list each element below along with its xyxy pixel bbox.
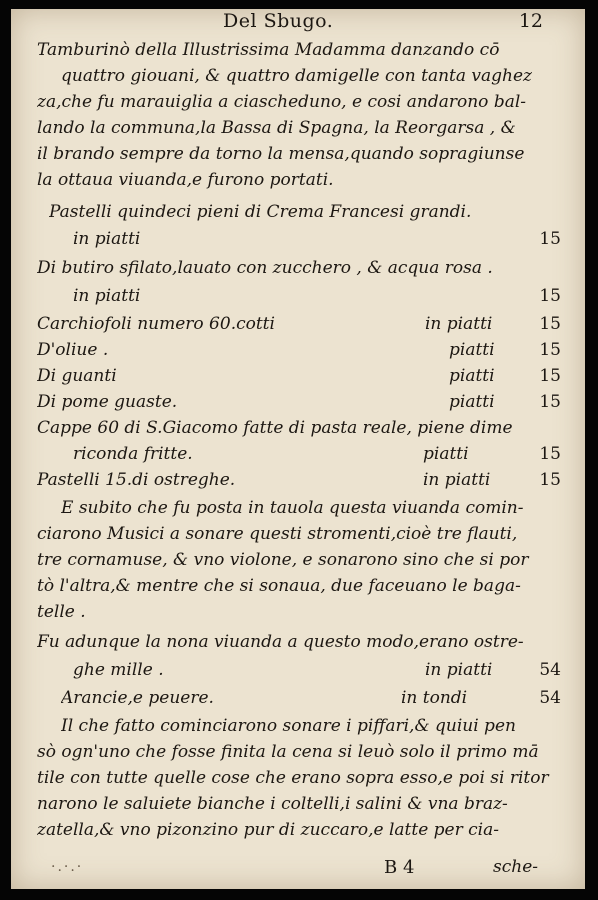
menu-item-line: Pastelli 15.di ostreghe. in piatti 15 bbox=[37, 467, 563, 493]
unit: piatti bbox=[449, 392, 495, 412]
text-line: tile con tutte quelle cose che erano sopra esso,e poi si ritor bbox=[37, 768, 549, 788]
text-line: tre cornamuse, & vno violone, e sonarono sino che si por bbox=[37, 550, 529, 570]
menu-item-line: Pastelli quindeci pieni di Crema Francesi grandi. bbox=[49, 202, 472, 222]
book-page bbox=[11, 9, 585, 889]
text-line: za,che fu marauiglia a ciascheduno, e cosi andarono bal- bbox=[37, 92, 527, 112]
menu-item-line: riconda fritte. piatti 15 bbox=[73, 441, 563, 467]
quantity: 15 bbox=[539, 314, 561, 334]
text-line: quattro giouani, & quattro damigelle con tanta vaghez bbox=[61, 66, 532, 86]
menu-item-line: Di guanti piatti 15 bbox=[37, 363, 563, 389]
text-line: E subito che fu posta in tauola questa viuanda comin- bbox=[61, 498, 524, 518]
text-line: Il che fatto cominciarono sonare i piffari,& quiui pen bbox=[61, 716, 516, 736]
text-line: tò l'altra,& mentre che si sonaua, due faceuano le baga- bbox=[37, 576, 521, 596]
running-title: Del Sbugo. bbox=[223, 10, 334, 32]
menu-item-line: Arancie,e peuere. in tondi 54 bbox=[61, 685, 563, 711]
text-line: telle . bbox=[37, 602, 86, 622]
menu-item-line: Di pome guaste. piatti 15 bbox=[37, 389, 563, 415]
menu-item-line: in piatti 15 bbox=[73, 283, 563, 309]
text-line: sò ogn'uno che fosse finita la cena si leuò solo il primo mā bbox=[37, 742, 539, 762]
ink-smudge-decoration: ·.·.· bbox=[51, 859, 84, 875]
quantity: 15 bbox=[539, 286, 561, 306]
quantity: 15 bbox=[539, 340, 561, 360]
quantity: 54 bbox=[539, 660, 561, 680]
text-line: Fu adunque la nona viuanda a questo modo,erano ostre- bbox=[37, 632, 524, 652]
text-line: il brando sempre da torno la mensa,quando sopragiunse bbox=[37, 144, 525, 164]
menu-item-line: D'oliue . piatti 15 bbox=[37, 337, 563, 363]
text-line: ciarono Musici a sonare questi stromenti,cioè tre flauti, bbox=[37, 524, 518, 544]
quantity: 15 bbox=[539, 392, 561, 412]
menu-item-line: in piatti 15 bbox=[73, 226, 563, 252]
quantity: 15 bbox=[539, 229, 561, 249]
unit: in piatti bbox=[425, 660, 493, 680]
menu-item-line: ghe mille . in piatti 54 bbox=[73, 657, 563, 683]
unit: piatti bbox=[423, 444, 469, 464]
quantity: 15 bbox=[539, 366, 561, 386]
text-line: zatella,& vno pizonzino pur di zuccaro,e latte per cia- bbox=[37, 820, 499, 840]
unit: in piatti bbox=[425, 314, 493, 334]
unit: piatti bbox=[449, 366, 495, 386]
text-line: narono le saluiete bianche i coltelli,i salini & vna braz- bbox=[37, 794, 508, 814]
unit: piatti bbox=[449, 340, 495, 360]
menu-item-line: Carchiofoli numero 60.cotti in piatti 15 bbox=[37, 311, 563, 337]
unit: in piatti bbox=[423, 470, 491, 490]
quantity: 54 bbox=[539, 688, 561, 708]
signature-mark: B 4 bbox=[384, 857, 415, 878]
menu-item-line: Cappe 60 di S.Giacomo fatte di pasta reale, piene dime bbox=[37, 418, 513, 438]
quantity: 15 bbox=[539, 444, 561, 464]
quantity: 15 bbox=[539, 470, 561, 490]
unit: in tondi bbox=[401, 688, 468, 708]
catchword: sche- bbox=[493, 857, 538, 877]
page-footer bbox=[11, 857, 585, 883]
page-header bbox=[11, 9, 585, 39]
page-number: 12 bbox=[518, 10, 543, 32]
text-line: lando la communa,la Bassa di Spagna, la Reorgarsa , & bbox=[37, 118, 516, 138]
text-line: la ottaua viuanda,e furono portati. bbox=[37, 170, 334, 190]
text-line: Tamburinò della Illustrissima Madamma danzando cō bbox=[37, 40, 500, 60]
menu-item-line: Di butiro sfilato,lauato con zucchero , & acqua rosa . bbox=[37, 258, 493, 278]
